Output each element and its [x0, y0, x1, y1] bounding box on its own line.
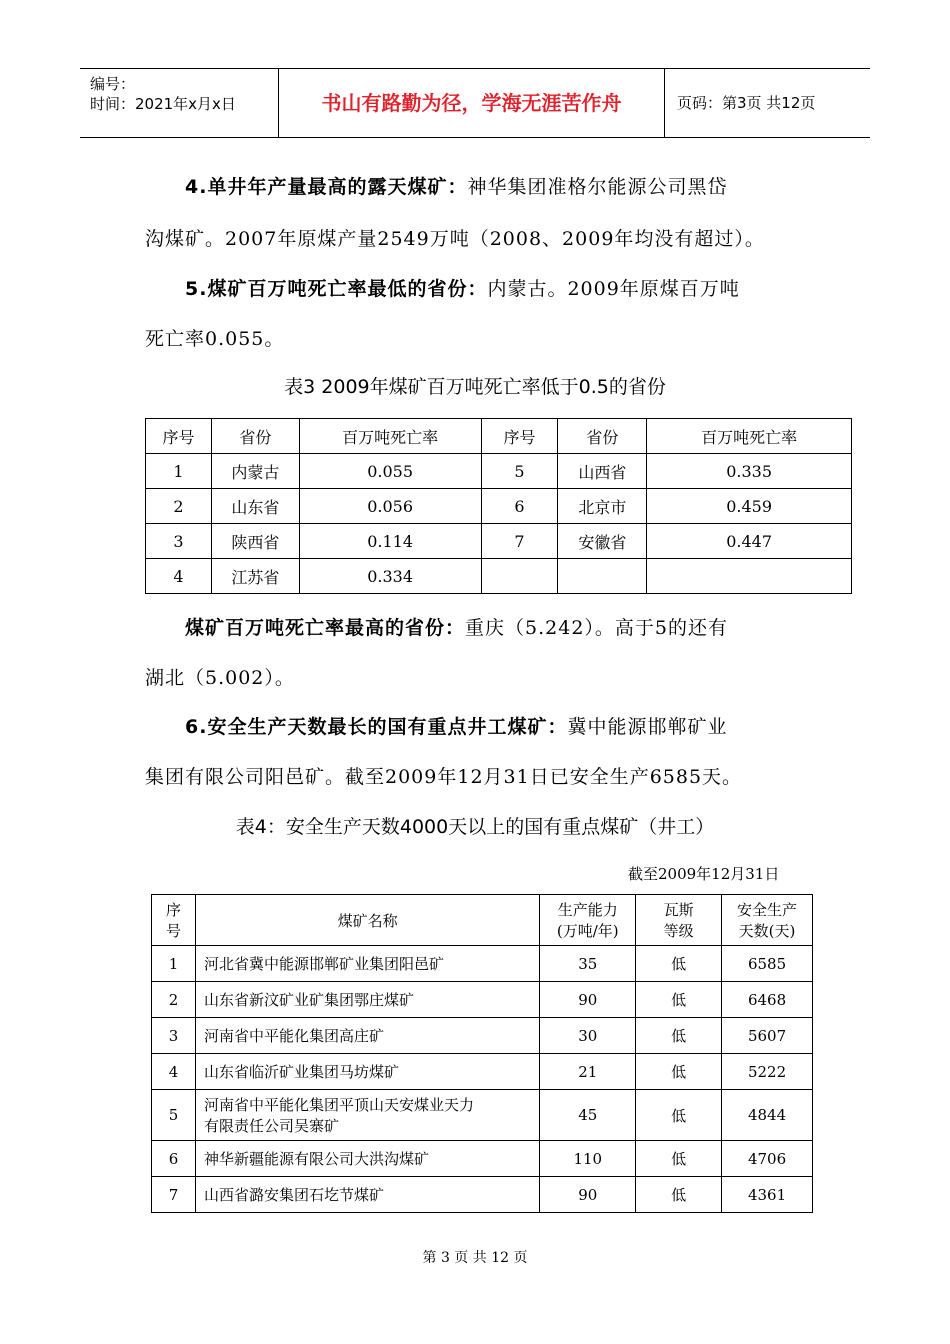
table-cell: 4844 [722, 1090, 813, 1141]
table-cell: 山西省 [558, 454, 647, 489]
table-cell: 河南省中平能化集团高庄矿 [195, 1018, 539, 1054]
table-cell: 2 [146, 489, 212, 524]
highest-rate-line1 [185, 613, 728, 640]
table-row [152, 1141, 813, 1177]
paragraph-4-heading: 4.单井年产量最高的露天煤矿： [185, 176, 468, 198]
table-row [152, 1090, 813, 1141]
table-cell: 低 [636, 946, 722, 982]
paragraph-4-line2: 沟煤矿。2007年原煤产量2549万吨（2008、2009年均没有超过）。 [145, 228, 765, 250]
table-cell: 神华新疆能源有限公司大洪沟煤矿 [195, 1141, 539, 1177]
page-header [80, 68, 870, 138]
table4-header-name: 煤矿名称 [195, 895, 539, 946]
paragraph-5-heading: 5.煤矿百万吨死亡率最低的省份： [185, 278, 488, 300]
table-cell: 1 [152, 946, 196, 982]
table-cell: 0.335 [647, 454, 852, 489]
paragraph-6-text1: 冀中能源邯郸矿业 [567, 716, 728, 738]
paragraph-6-line1 [185, 712, 727, 739]
table4-header-capacity: 生产能力 (万吨/年) [540, 895, 636, 946]
table-cell: 河南省中平能化集团平顶山天安煤业天力 有限责任公司吴寨矿 [195, 1090, 539, 1141]
table-cell: 山东省新汶矿业矿集团鄂庄煤矿 [195, 982, 539, 1018]
table-cell: 0.055 [299, 454, 481, 489]
table-cell: 4 [146, 559, 212, 594]
table-cell: 4706 [722, 1141, 813, 1177]
table-row [152, 946, 813, 982]
table4-header-gas: 瓦斯 等级 [636, 895, 722, 946]
highest-rate-text1: 重庆（5.242）。高于5的还有 [465, 617, 728, 639]
paragraph-5-line1 [185, 274, 740, 301]
table-cell: 低 [636, 982, 722, 1018]
paragraph-4-text1: 神华集团准格尔能源公司黑岱 [467, 176, 728, 198]
table-cell: 6585 [722, 946, 813, 982]
table3-header-cell: 序号 [146, 419, 212, 454]
table-cell: 4361 [722, 1177, 813, 1213]
table-cell: 山东省临沂矿业集团马坊煤矿 [195, 1054, 539, 1090]
table3-header-row [146, 419, 852, 454]
table-cell: 低 [636, 1018, 722, 1054]
table-cell: 0.056 [299, 489, 481, 524]
table-cell: 江苏省 [211, 559, 299, 594]
table-cell [481, 559, 558, 594]
table4-header-row [152, 895, 813, 946]
paragraph-4-line1 [185, 172, 727, 199]
table-cell: 低 [636, 1054, 722, 1090]
header-info [80, 69, 279, 137]
table-row [146, 524, 852, 559]
table-cell: 35 [540, 946, 636, 982]
table-cell: 5607 [722, 1018, 813, 1054]
paragraph-6-line2: 集团有限公司阳邑矿。截至2009年12月31日已安全生产6585天。 [145, 766, 743, 788]
table-cell: 90 [540, 1177, 636, 1213]
table-cell: 陕西省 [211, 524, 299, 559]
table-cell: 45 [540, 1090, 636, 1141]
table-cell: 5 [481, 454, 558, 489]
table-cell: 90 [540, 982, 636, 1018]
table-cell: 0.459 [647, 489, 852, 524]
page-footer: 第 3 页 共 12 页 [422, 1250, 528, 1266]
table-cell: 6 [481, 489, 558, 524]
table-row [152, 1054, 813, 1090]
table-row [146, 559, 852, 594]
paragraph-6-heading: 6.安全生产天数最长的国有重点井工煤矿： [185, 716, 568, 738]
highest-rate-line2: 湖北（5.002）。 [145, 667, 295, 689]
paragraph-5-line2: 死亡率0.055。 [145, 328, 285, 350]
table3-header-cell: 序号 [481, 419, 558, 454]
table3-header-cell: 省份 [558, 419, 647, 454]
table-cell: 6468 [722, 982, 813, 1018]
table-cell: 低 [636, 1090, 722, 1141]
code-label: 编号： [90, 75, 136, 93]
table4-caption: 表4：安全生产天数4000天以上的国有重点煤矿（井工） [235, 816, 715, 838]
table3-header-cell: 百万吨死亡率 [647, 419, 852, 454]
table-cell: 0.114 [299, 524, 481, 559]
table3-caption: 表3 2009年煤矿百万吨死亡率低于0.5的省份 [284, 376, 666, 398]
table-cell: 3 [152, 1018, 196, 1054]
table4 [151, 894, 813, 1213]
table-cell: 安徽省 [558, 524, 647, 559]
header-motto: 书山有路勤为径，学海无涯苦作舟 [279, 69, 665, 137]
table-cell: 110 [540, 1141, 636, 1177]
paragraph-5-text1: 内蒙古。2009年原煤百万吨 [487, 278, 740, 300]
table-cell: 0.447 [647, 524, 852, 559]
table4-header-days: 安全生产 天数(天) [722, 895, 813, 946]
table-cell: 5 [152, 1090, 196, 1141]
table-cell: 5222 [722, 1054, 813, 1090]
table-cell [647, 559, 852, 594]
table-cell: 0.334 [299, 559, 481, 594]
table-cell: 7 [152, 1177, 196, 1213]
table3-header-cell: 百万吨死亡率 [299, 419, 481, 454]
table-row [152, 1177, 813, 1213]
table-cell: 4 [152, 1054, 196, 1090]
table-cell: 21 [540, 1054, 636, 1090]
table-cell: 山西省潞安集团石圪节煤矿 [195, 1177, 539, 1213]
table-row [146, 489, 852, 524]
table-cell: 2 [152, 982, 196, 1018]
page-number-label: 页码：第3页 共12页 [677, 94, 816, 112]
table-cell: 低 [636, 1177, 722, 1213]
table-row [146, 454, 852, 489]
table-cell: 内蒙古 [211, 454, 299, 489]
highest-rate-heading: 煤矿百万吨死亡率最高的省份： [185, 617, 466, 639]
table-cell: 北京市 [558, 489, 647, 524]
table-row [152, 982, 813, 1018]
table4-header-no: 序 号 [152, 895, 196, 946]
table-cell: 山东省 [211, 489, 299, 524]
table-cell: 低 [636, 1141, 722, 1177]
table-cell: 6 [152, 1141, 196, 1177]
table-cell: 1 [146, 454, 212, 489]
table-row [152, 1018, 813, 1054]
table3-header-cell: 省份 [211, 419, 299, 454]
table-cell: 7 [481, 524, 558, 559]
table-cell [558, 559, 647, 594]
table-cell: 30 [540, 1018, 636, 1054]
time-label: 时间：2021年x月x日 [90, 95, 236, 113]
table-cell: 3 [146, 524, 212, 559]
table4-as-of-date: 截至2009年12月31日 [628, 865, 780, 883]
table3 [145, 418, 852, 594]
table-cell: 河北省冀中能源邯郸矿业集团阳邑矿 [195, 946, 539, 982]
